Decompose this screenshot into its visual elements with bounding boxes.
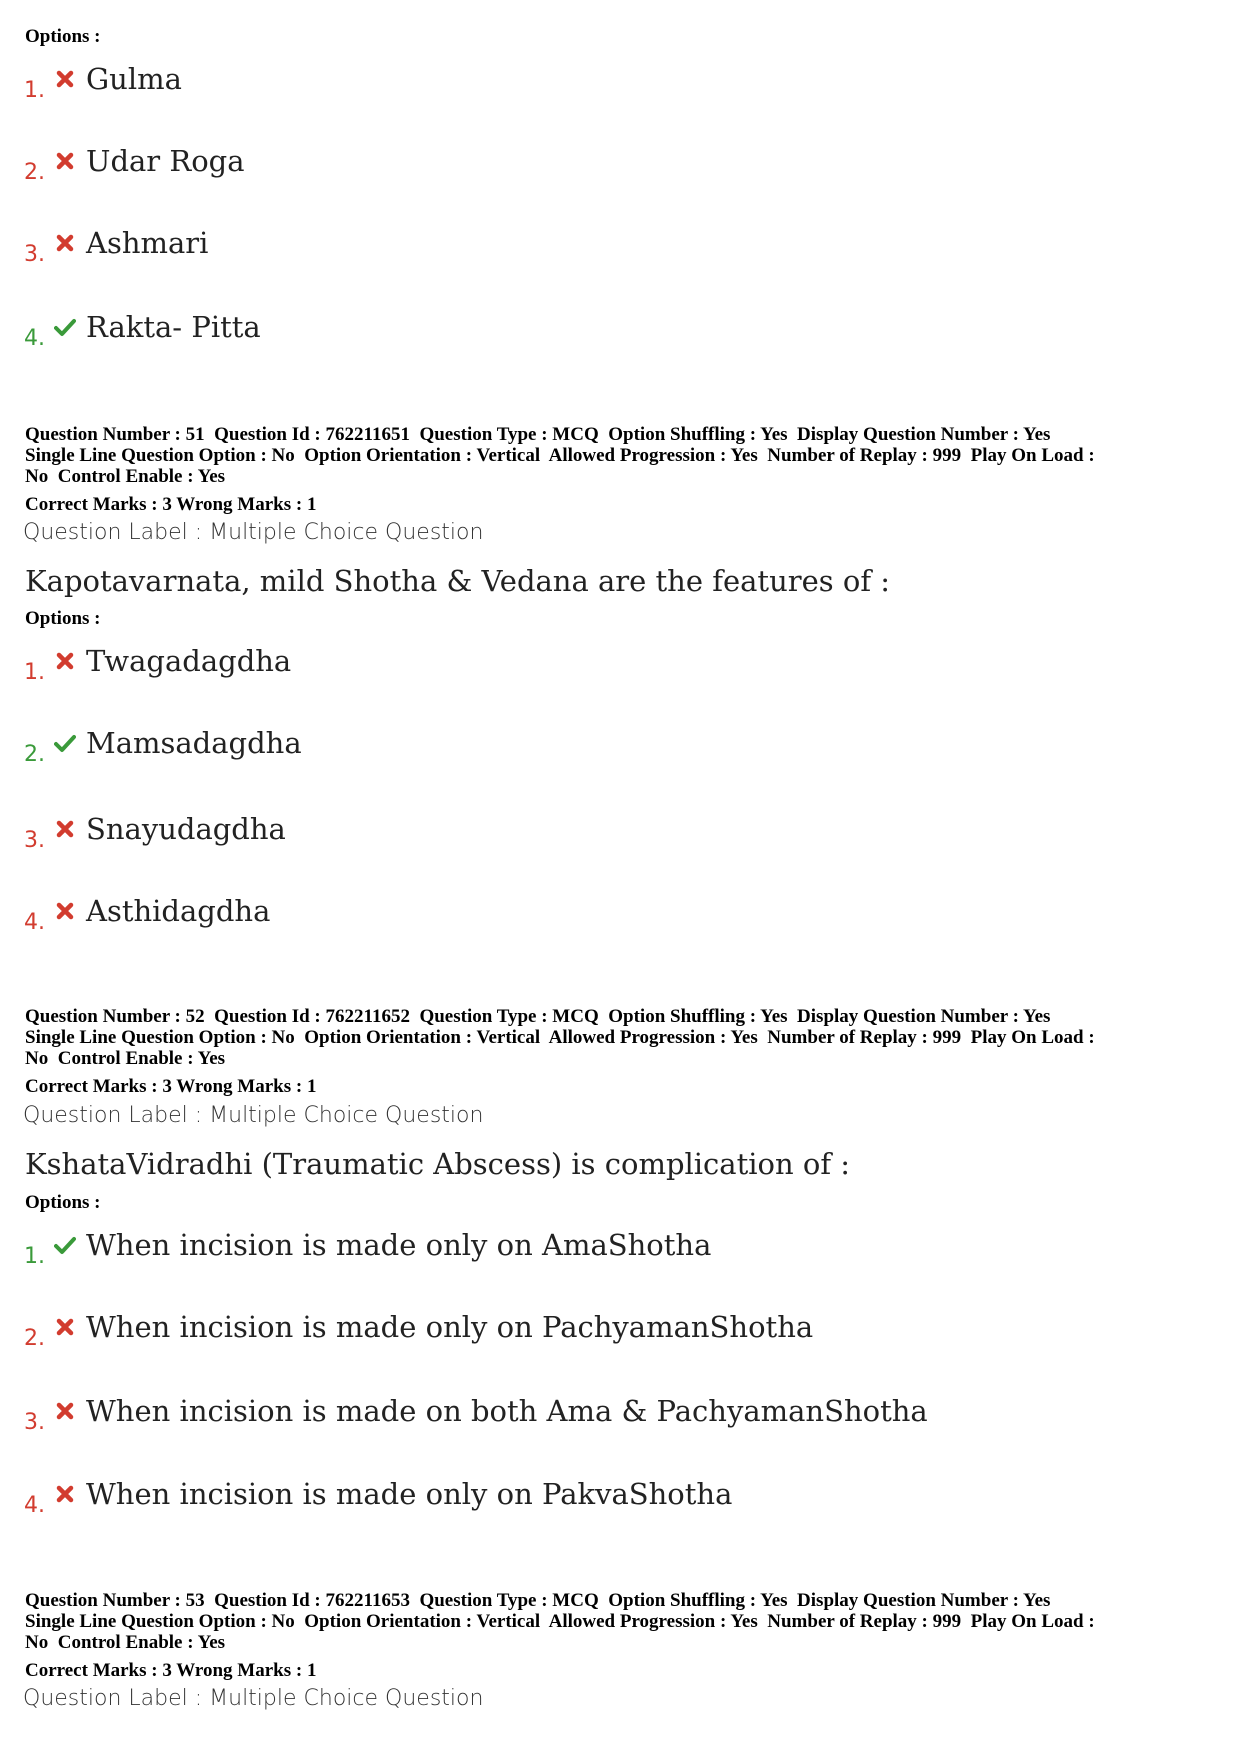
option-number: 2. — [24, 160, 45, 185]
cross-icon — [54, 232, 76, 254]
option-number: 2. — [24, 1326, 45, 1351]
option-text: Asthidagdha — [86, 894, 271, 928]
option-number: 1. — [24, 1244, 45, 1269]
option-number: 1. — [24, 660, 45, 685]
cross-icon — [54, 1316, 76, 1338]
question-meta — [25, 424, 1225, 487]
option-number: 4. — [24, 910, 45, 935]
option-number: 3. — [24, 1410, 45, 1435]
marks-line: Correct Marks : 3 Wrong Marks : 1 — [25, 1076, 317, 1097]
question-meta — [25, 1590, 1225, 1653]
meta-line: Question Number : 51 Question Id : 762211651 Question Type : MCQ Option Shuffling : Yes Display Question Number : Yes — [25, 424, 1051, 445]
question-text: Kapotavarnata, mild Shotha & Vedana are the features of : — [25, 564, 891, 598]
option-number: 1. — [24, 78, 45, 103]
question-label: Question Label : Multiple Choice Question — [23, 1686, 484, 1711]
option-number: 2. — [24, 742, 45, 767]
cross-icon — [54, 650, 76, 672]
option-number: 4. — [24, 326, 45, 351]
cross-icon — [54, 68, 76, 90]
marks-line: Correct Marks : 3 Wrong Marks : 1 — [25, 494, 317, 515]
cross-icon — [54, 150, 76, 172]
option-number: 3. — [24, 242, 45, 267]
option-text: Rakta- Pitta — [86, 310, 261, 344]
meta-line: No Control Enable : Yes — [25, 466, 226, 487]
meta-line: No Control Enable : Yes — [25, 1632, 226, 1653]
option-text: Gulma — [86, 62, 182, 96]
option-text: Snayudagdha — [86, 812, 286, 846]
meta-line: Question Number : 52 Question Id : 762211652 Question Type : MCQ Option Shuffling : Yes Display Question Number : Yes — [25, 1006, 1051, 1027]
meta-line: No Control Enable : Yes — [25, 1048, 226, 1069]
meta-line: Single Line Question Option : No Option Orientation : Vertical Allowed Progression : Yes Number of Replay : 999 Play On Load : — [25, 1027, 1095, 1048]
check-icon — [54, 316, 76, 338]
cross-icon — [54, 1483, 76, 1505]
option-text: When incision is made only on PachyamanShotha — [86, 1310, 814, 1344]
option-text: Mamsadagdha — [86, 726, 302, 760]
option-text: When incision is made only on AmaShotha — [86, 1228, 712, 1262]
option-number: 3. — [24, 828, 45, 853]
options-label: Options : — [25, 26, 101, 47]
option-text: When incision is made on both Ama & PachyamanShotha — [86, 1394, 928, 1428]
option-text: Ashmari — [86, 226, 209, 260]
cross-icon — [54, 1400, 76, 1422]
question-label: Question Label : Multiple Choice Question — [23, 520, 484, 545]
question-label: Question Label : Multiple Choice Question — [23, 1103, 484, 1128]
cross-icon — [54, 900, 76, 922]
options-label: Options : — [25, 608, 101, 629]
check-icon — [54, 1234, 76, 1256]
marks-line: Correct Marks : 3 Wrong Marks : 1 — [25, 1660, 317, 1681]
options-label: Options : — [25, 1192, 101, 1213]
cross-icon — [54, 818, 76, 840]
option-text: Udar Roga — [86, 144, 245, 178]
check-icon — [54, 732, 76, 754]
meta-line: Question Number : 53 Question Id : 762211653 Question Type : MCQ Option Shuffling : Yes Display Question Number : Yes — [25, 1590, 1051, 1611]
option-text: When incision is made only on PakvaShotha — [86, 1477, 733, 1511]
option-text: Twagadagdha — [86, 644, 292, 678]
question-text: KshataVidradhi (Traumatic Abscess) is complication of : — [25, 1147, 851, 1181]
meta-line: Single Line Question Option : No Option Orientation : Vertical Allowed Progression : Yes Number of Replay : 999 Play On Load : — [25, 445, 1095, 466]
question-meta — [25, 1006, 1225, 1069]
option-number: 4. — [24, 1493, 45, 1518]
meta-line: Single Line Question Option : No Option Orientation : Vertical Allowed Progression : Yes Number of Replay : 999 Play On Load : — [25, 1611, 1095, 1632]
